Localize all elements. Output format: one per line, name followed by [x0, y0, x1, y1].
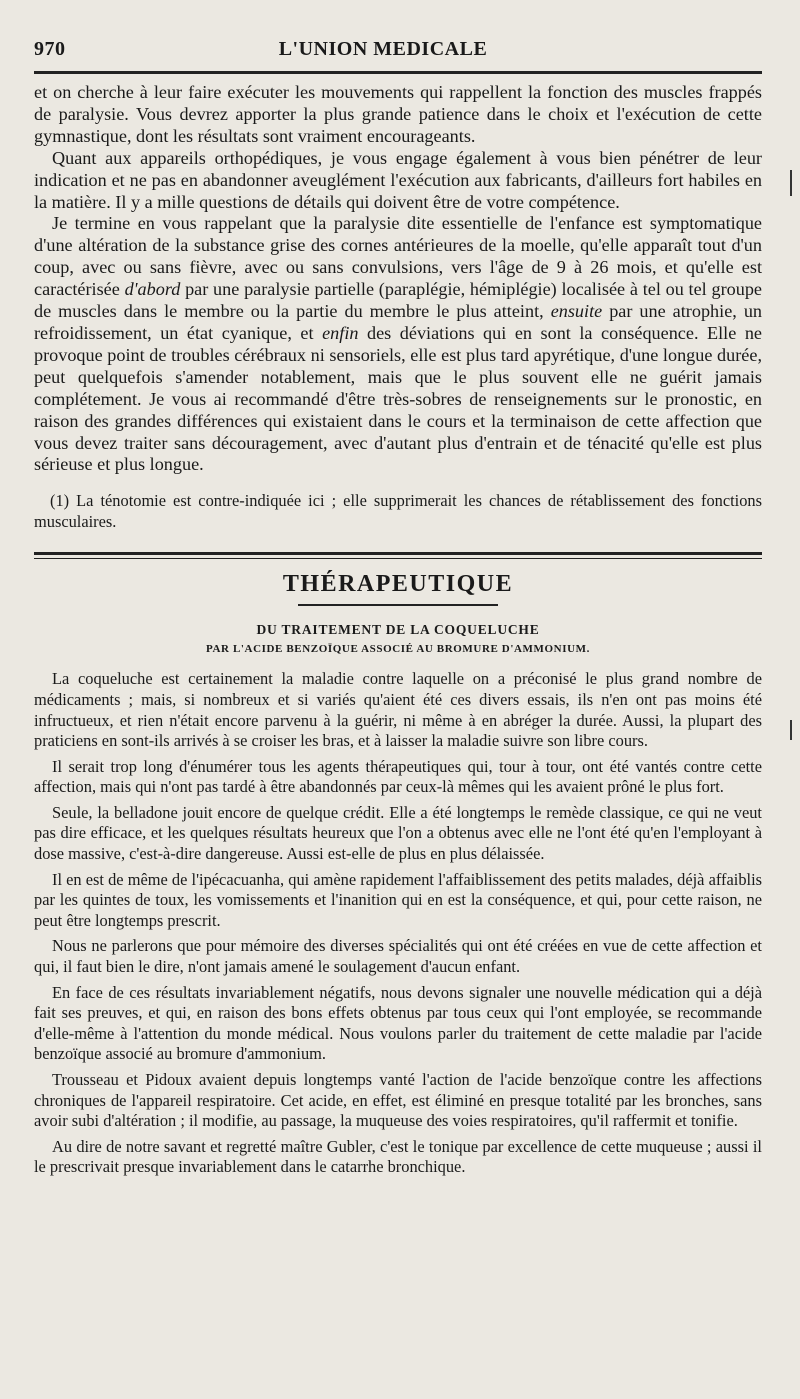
paragraph: Nous ne parlerons que pour mémoire des diverses spécialités qui ont été créées en vue de cette affection et qui, il faut bien le dire, n'ont jamais amené le soulagement d'aucun enfant. — [34, 936, 762, 977]
margin-mark — [790, 170, 792, 196]
first-article-body — [34, 82, 762, 476]
conclusion-text-1: Je termine en vous rappelant que la paralysie dite essentielle de l'enfance est symptomatique d'une altération de la substance grise des cornes antérieures de la moelle, qu'elle apparaît tout d'un coup, avec ou sans fièvre, avec ou sans convulsions, vers l'âge de 9 à 26 mois, et qu'elle est caractérisée — [34, 213, 762, 300]
section-divider — [34, 552, 762, 559]
article-subtitle: PAR L'ACIDE BENZOÏQUE ASSOCIÉ AU BROMURE D'AMMONIUM. — [206, 643, 590, 656]
emphasis-dabord: d'abord — [124, 279, 181, 300]
section-title: THÉRAPEUTIQUE — [282, 571, 514, 598]
running-title: L'UNION MEDICALE — [278, 38, 488, 60]
therapeutics-body — [34, 669, 762, 1178]
paragraph: Seule, la belladone jouit encore de quelque crédit. Elle a été longtemps le remède classique, ce qui ne veut pas dire efficace, et les quelques résultats heureux que l'on a obtenus avec elle ne l'ont été qu'en l'employant à dose massive, c'est-à-dire dangereuse. Aussi est-elle de plus en plus délaissée. — [34, 802, 762, 864]
conclusion-text-3: par une atrophie, un refroidissement, un état cyanique, et — [34, 301, 763, 343]
page-header — [34, 38, 762, 61]
continued-paragraph: et on cherche à leur faire exécuter les mouvements qui rappellent la fonction des muscles frappés de paralysie. Vous devrez apporter la plus grande patience dans le choix et l'exécution de cette gymnastique, dont les résultats sont vraiment encourageants. — [34, 82, 762, 146]
footnote: (1) La ténotomie est contre-indiquée ici ; elle supprimerait les chances de rétablissement des fonctions musculaires. — [34, 491, 762, 532]
paragraph: Au dire de notre savant et regretté maître Gubler, c'est le tonique par excellence de cette muqueuse ; aussi il le prescrivait presque invariablement dans le catarrhe bronchique. — [34, 1136, 762, 1177]
conclusion-paragraph — [34, 213, 762, 476]
paragraph: Trousseau et Pidoux avaient depuis longtemps vanté l'action de l'acide benzoïque contre les affections chroniques de l'appareil respiratoire. Cet acide, en effet, est éliminé en presque totalité par les bronches, sans avoir subi d'altération ; il modifie, au passage, la muqueuse des voies respiratoires, qu'il raffermit et tonifie. — [34, 1070, 762, 1131]
paragraph: Il en est de même de l'ipécacuanha, qui amène rapidement l'affaiblissement des petits malades, déjà affaiblis par les quintes de toux, les vomissements et l'inanition qui en est la conséquence, et qui, pour cette raison, ne peut être longtemps prescrit. — [34, 869, 762, 930]
title-rule — [298, 604, 498, 606]
paragraph: Il serait trop long d'énumérer tous les agents thérapeutiques qui, tour à tour, ont été vantés contre cette affection, mais qui n'ont pas tardé à être abandonnés par ceux-là mêmes qui les avaient prôné le plus fort. — [34, 756, 762, 797]
article-title: DU TRAITEMENT DE LA COQUELUCHE — [256, 622, 540, 638]
emphasis-ensuite: ensuite — [550, 301, 603, 322]
conclusion-text-2: par une paralysie partielle (paraplégie, hémiplégie) localisée à tel ou tel groupe de muscles dans le membre ou la partie du membre le plus atteint, — [34, 279, 762, 322]
margin-mark — [790, 720, 792, 740]
page-number: 970 — [34, 38, 66, 60]
paragraph: En face de ces résultats invariablement négatifs, nous devons signaler une nouvelle médication qui a déjà fait ses preuves, et qui, en raison des bons effets obtenus par tous ceux qui l'ont employée, se recommande d'elle-même à l'attention du monde médical. Nous voulons parler du traitement de cette maladie par l'acide benzoïque associé au bromure d'ammonium. — [34, 982, 762, 1064]
conclusion-text-4: des déviations qui en sont la conséquence. Elle ne provoque point de troubles cérébraux ni sensoriels, elle est plus tard apyrétique, d'une longue durée, peut quelquefois s'amender notablement, mais que le plus souvent elle ne guérit jamais complétement. Je vous ai recommandé d'être très-sobres de renseignements sur le pronostic, en raison des grandes différences qui existaient dans le cours et la terminaison de cette affection que vous devez traiter sans découragement, avec d'autant plus d'entrain et de ténacité qu'elle est plus sérieuse et plus longue. — [34, 322, 763, 475]
orthopedic-paragraph: Quant aux appareils orthopédiques, je vous engage également à vous bien pénétrer de leur indication et ne pas en abandonner aveuglément l'exécution aux fabricants, d'ailleurs fort habiles en la matière. Il y a mille questions de détails qui doivent être de votre compétence. — [34, 147, 762, 212]
paragraph: La coqueluche est certainement la maladie contre laquelle on a préconisé le plus grand nombre de médicaments ; mais, si nombreux et si variés qu'aient été ces divers essais, ils n'en ont pas moins été infructueux, et rien n'était encore parvenu à la guérir, ni même à en abréger la durée. Aussi, la plupart des praticiens en sont-ils arrivés à se croiser les bras, et à laisser la maladie suivre son libre cours. — [34, 669, 762, 751]
emphasis-enfin: enfin — [322, 322, 359, 343]
header-rule — [34, 71, 762, 74]
